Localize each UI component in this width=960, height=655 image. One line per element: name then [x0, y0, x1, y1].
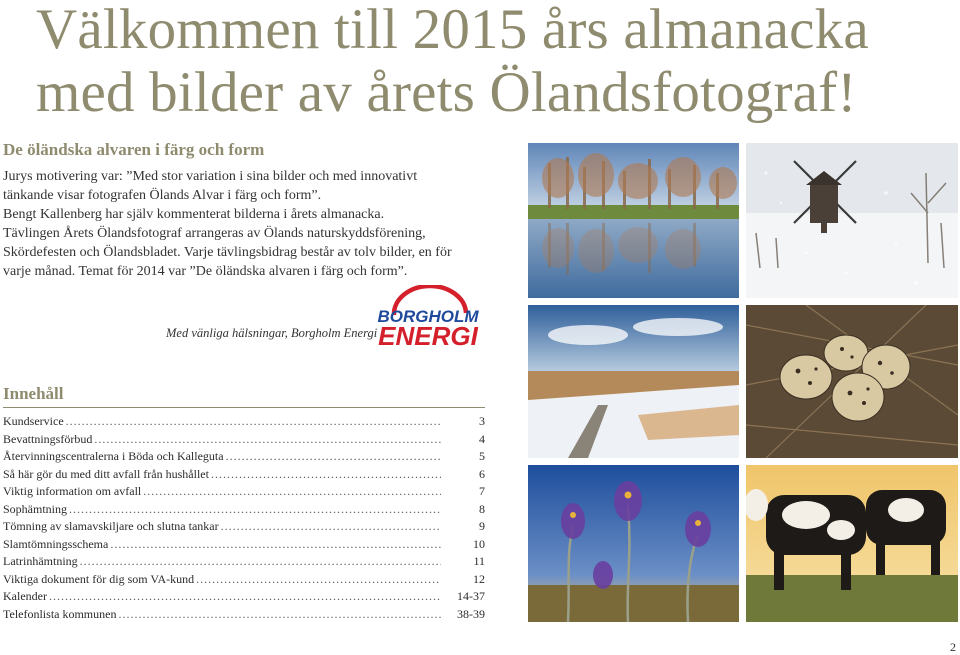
toc-leader	[110, 537, 441, 552]
intro-line: Tävlingen Årets Ölandsfotograf arrangeras av Ölands naturskyddsförening,	[3, 226, 426, 241]
toc-item-label: Återvinningscentralerna i Böda och Kalleguta	[3, 449, 224, 463]
toc-item-page: 12	[473, 571, 485, 586]
page-title	[36, 0, 956, 124]
toc-item-page: 14-37	[457, 589, 485, 603]
toc-leader	[211, 467, 441, 482]
toc-item-label: Kundservice	[3, 414, 64, 428]
toc-item[interactable]	[3, 519, 485, 537]
toc-item[interactable]	[3, 467, 485, 485]
toc-item-page: 5	[479, 449, 485, 463]
intro-line: Skördefesten och Ölandsbladet. Varje tävlingsbidrag består av tolv bilder, en för	[3, 245, 452, 260]
toc-leader	[49, 589, 441, 604]
title-line-1: Välkommen till 2015 års almanacka	[36, 0, 869, 61]
toc-leader	[118, 607, 441, 622]
intro-line: Bengt Kallenberg har själv kommenterat bilderna i årets almanacka.	[3, 207, 385, 222]
toc-item-label: Tömning av slamavskiljare och slutna tankar	[3, 519, 219, 533]
intro-text	[3, 167, 503, 281]
toc-item[interactable]	[3, 572, 485, 590]
toc-item-label: Sophämtning	[3, 501, 68, 516]
toc-item-label: Viktiga dokument för dig som VA-kund	[3, 571, 195, 586]
photo-pasque-flowers	[528, 465, 739, 622]
photo-cows	[746, 465, 958, 622]
greeting: Med vänliga hälsningar, Borgholm Energi	[166, 326, 378, 340]
toc-item-page: 8	[479, 501, 485, 516]
toc-item-page: 10	[473, 536, 485, 551]
toc-leader	[143, 484, 441, 499]
photo-windmill-snow	[746, 143, 958, 298]
toc-item[interactable]	[3, 502, 485, 520]
intro-heading: De öländska alvaren i färg och form	[3, 140, 265, 159]
toc-leader	[226, 449, 441, 464]
toc-item[interactable]	[3, 449, 485, 467]
toc-item-page: 11	[473, 554, 485, 568]
toc-item-label: Viktig information om avfall	[3, 484, 142, 498]
toc-leader	[69, 502, 441, 517]
toc-item-page: 6	[479, 466, 485, 481]
toc-item-label: Bevattningsförbud	[3, 431, 93, 446]
toc-item[interactable]	[3, 554, 485, 572]
photo-winter-alvar	[528, 305, 739, 458]
logo-text-line1: BORGHOLM	[377, 307, 479, 326]
toc-item-page: 4	[479, 431, 485, 446]
photo-trees-reflection	[528, 143, 739, 298]
toc-item[interactable]	[3, 537, 485, 555]
table-of-contents	[3, 414, 485, 624]
toc-item[interactable]	[3, 484, 485, 502]
toc-item-page: 9	[479, 519, 485, 533]
toc-leader	[80, 554, 441, 569]
toc-item-page: 3	[479, 414, 485, 428]
toc-heading: Innehåll	[3, 384, 64, 403]
toc-item[interactable]	[3, 414, 485, 432]
photo-bird-eggs	[746, 305, 958, 458]
toc-item-label: Så här gör du med ditt avfall från hushållet	[3, 466, 209, 481]
toc-item[interactable]	[3, 589, 485, 607]
toc-leader	[221, 519, 441, 534]
toc-leader	[66, 414, 441, 429]
toc-item-page: 38-39	[457, 606, 485, 621]
toc-item[interactable]	[3, 607, 485, 625]
borgholm-energi-logo	[372, 285, 484, 349]
toc-item-label: Slamtömningsschema	[3, 536, 109, 551]
intro-line: Jurys motivering var: ”Med stor variation i sina bilder och med innovativt	[3, 169, 418, 184]
page-number: 2	[950, 640, 956, 654]
toc-item-label: Latrinhämtning	[3, 554, 78, 568]
toc-divider	[3, 407, 485, 408]
toc-item-label: Telefonlista kommunen	[3, 606, 117, 621]
intro-line: tänkande visar fotografen Ölands Alvar i färg och form”.	[3, 188, 322, 203]
logo-text-line2: ENERGI	[378, 321, 478, 349]
toc-leader	[196, 572, 441, 587]
toc-leader	[94, 432, 441, 447]
title-line-2: med bilder av årets Ölandsfotograf!	[36, 61, 857, 124]
intro-line: varje månad. Temat för 2014 var ”De öländska alvaren i färg och form”.	[3, 264, 408, 279]
toc-item[interactable]	[3, 432, 485, 450]
toc-item-page: 7	[479, 484, 485, 498]
toc-item-label: Kalender	[3, 589, 47, 603]
